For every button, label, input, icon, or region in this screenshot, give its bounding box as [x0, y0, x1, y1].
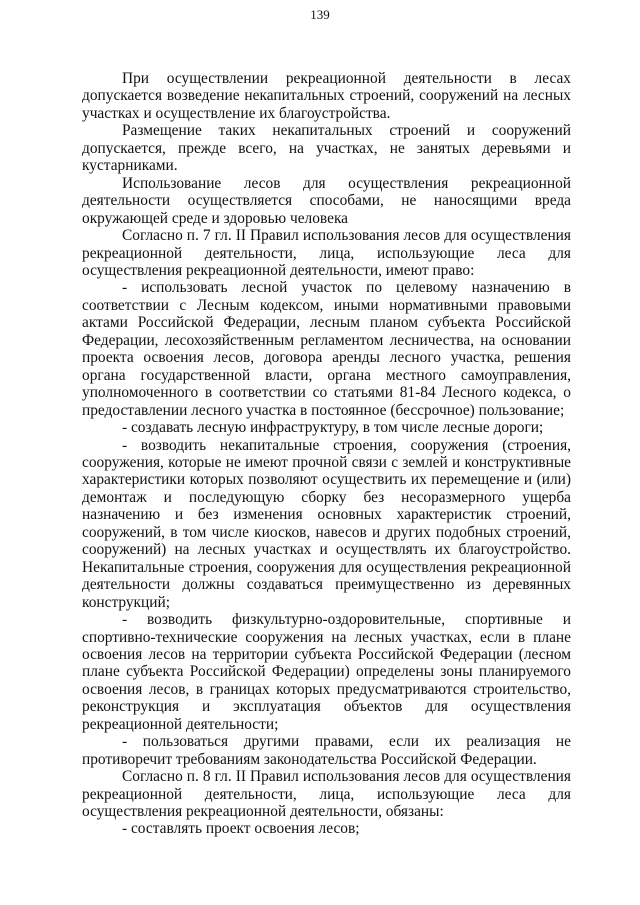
paragraph-obligations-intro: Согласно п. 8 гл. II Правил использования лесов для осуществления рекреационной деятельности, лица, использующие леса для осуществления рекреационной деятельности, обязаны: [82, 768, 571, 821]
list-item-sports-facilities: - возводить физкультурно-оздоровительные, спортивные и спортивно-технические сооружения на лесных участках, если в плане освоения лесов на территории субъекта Российской Федерации (лесном плане субъекта Российской Федерации) определены зоны планируемого освоения лесов, в границах которых предусматриваются строительство, реконструкция и эксплуатация объектов для осуществления рекреационной деятельности; [82, 611, 571, 733]
paragraph-placement: Размещение таких некапитальных строений и сооружений допускается, прежде всего, на участках, не занятых деревьями и кустарниками. [82, 122, 571, 175]
paragraph-construction-allowed: При осуществлении рекреационной деятельности в лесах допускается возведение некапитальных строений, сооружений на лесных участках и осуществление их благоустройства. [82, 70, 571, 122]
paragraph-rights-intro: Согласно п. 7 гл. II Правил использования лесов для осуществления рекреационной деятельности, лица, использующие леса для осуществления рекреационной деятельности, имеют право: [82, 227, 571, 279]
body-text [82, 70, 571, 838]
page-number: 139 [310, 7, 330, 22]
list-item-use-plot: - использовать лесной участок по целевому назначению в соответствии с Лесным кодексом, иными нормативными правовыми актами Российской Федерации, лесным планом субъекта Российской Федерации, лесохозяйственным регламентом лесничества, на основании проекта освоения лесов, договора аренды лесного участка, решения органа государственной власти, органа местного самоуправления, уполномоченного в соответствии со статьями 81-84 Лесного кодекса, о предоставлении лесного участка в постоянное (бессрочное) пользование; [82, 279, 571, 419]
list-item-forest-project: - составлять проект освоения лесов; [122, 820, 360, 838]
list-item-other-rights: - пользоваться другими правами, если их реализация не противоречит требованиям законодательства Российской Федерации. [82, 733, 571, 768]
list-item-non-capital-structures: - возводить некапитальные строения, сооружения (строения, сооружения, которые не имеют прочной связи с землей и конструктивные характеристики которых позволяют осуществить их перемещение и (или) демонтаж и последующую сборку без несоразмерного ущерба назначению и без изменения основных характеристик строений, сооружений, в том числе киосков, навесов и других подобных строений, сооружений) на лесных участках и осуществлять их благоустройство. Некапитальные строения, сооружения для осуществления рекреационной деятельности должны создаваться преимущественно из деревянных конструкций; [82, 436, 571, 611]
list-item-infrastructure: - создавать лесную инфраструктуру, в том числе лесные дороги; [122, 419, 544, 437]
paragraph-usage-methods: Использование лесов для осуществления рекреационной деятельности осуществляется способами, не наносящими вреда окружающей среде и здоровью человека [82, 174, 571, 227]
